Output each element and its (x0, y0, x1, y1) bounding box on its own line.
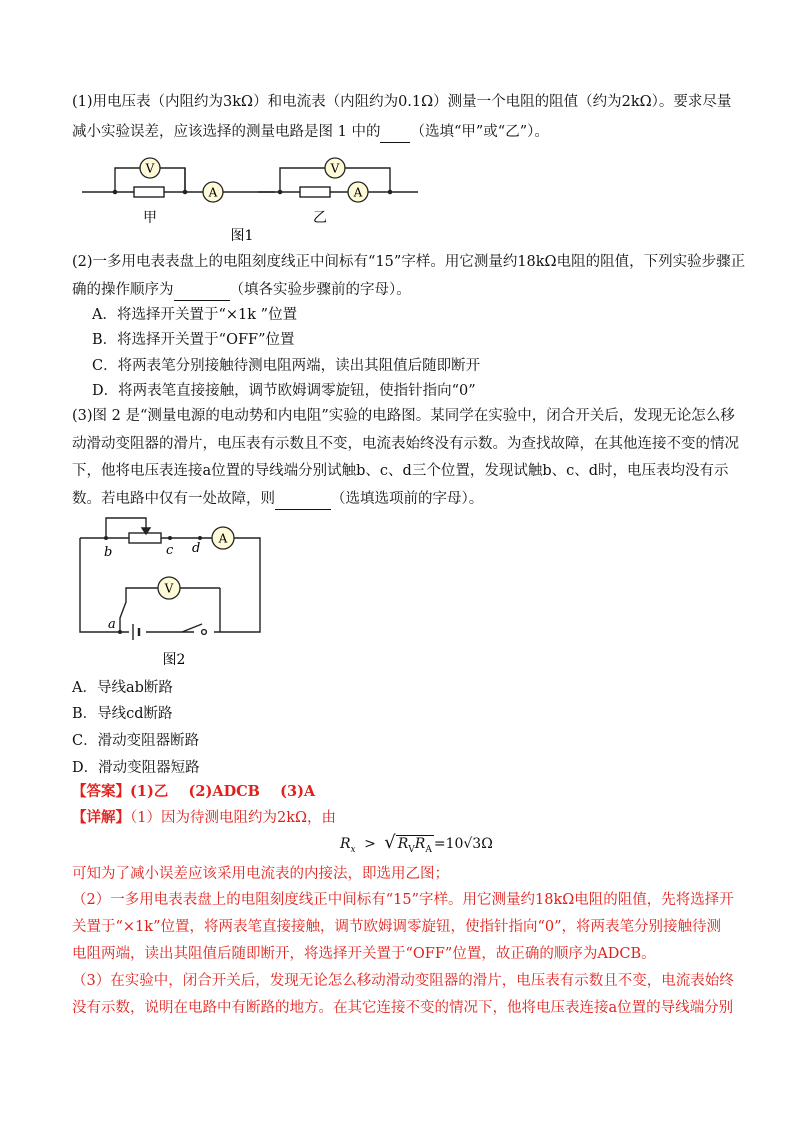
q3-line4-suffix: （选填选项前的字母）。 (331, 491, 484, 507)
fig2-node-c (168, 536, 172, 540)
q2-option-d: D．将两表笔直接接触，调节欧姆调零旋钮，使指针指向“0” (92, 383, 476, 399)
q3-line4-text: 数。若电路中仅有一处故障，则 (72, 491, 275, 507)
explain-line3: （2）一多用电表表盘上的电阻刻度线正中间标有“15”字样。用它测量约18kΩ电阻的阻值，先将选择开 (72, 892, 734, 908)
fig2-label-d: d (192, 541, 201, 556)
fig2-label-a: a (108, 617, 116, 632)
svg-text:A: A (353, 185, 363, 200)
explain-text: （1）因为待测电阻约为2kΩ，由 (130, 810, 337, 826)
fig2-label-b: b (104, 545, 113, 560)
q3-option-b: B．导线cd断路 (72, 706, 173, 722)
explain-line7: 没有示数，说明在电路中有断路的地方。在其它连接不变的情况下，他将电压表连接a位置的导线端分别 (72, 1000, 734, 1016)
q2-line2-text: 确的操作顺序为 (72, 282, 174, 298)
fig2-node-d (198, 536, 202, 540)
q1-line2 (72, 122, 549, 143)
q2-line2-suffix: （填各实验步骤前的字母）。 (229, 282, 411, 298)
fig1-ammeter-yi (348, 182, 368, 202)
fig1-voltmeter-yi (325, 158, 345, 178)
q3-option-d: D．滑动变阻器短路 (72, 760, 200, 776)
q3-option-c: C．滑动变阻器断路 (72, 733, 200, 749)
explain-line4: 关置于“×1k”位置，将两表笔直接接触，调节欧姆调零旋钮，使指针指向“0”，将两表笔分别接触待测 (72, 919, 722, 935)
q3-option-a: A．导线ab断路 (72, 680, 173, 696)
explain-line5: 电阻两端，读出其阻值后随即断开，将选择开关置于“OFF”位置，故正确的顺序为ADCB。 (72, 946, 656, 962)
q3-line3: 下，他将电压表连接a位置的导线端分别试触b、c、d三个位置，发现试触b、c、d时，电压表均没有示 (72, 463, 729, 479)
q1-line1: (1)用电压表（内阻约为3kΩ）和电流表（内阻约为0.1Ω）测量一个电阻的阻值（约为2kΩ）。要求尽量 (72, 94, 732, 110)
fig2-label-c: c (166, 543, 174, 558)
figure-2 (74, 510, 274, 670)
figure-1 (80, 150, 420, 245)
fig1-label-yi: 乙 (313, 210, 327, 226)
explain-line1 (72, 808, 336, 828)
explain-tag: 【详解】 (72, 809, 130, 826)
answer-line (72, 782, 315, 802)
svg-text:A: A (208, 185, 218, 200)
fig1-caption: 图1 (230, 228, 254, 244)
q2-option-a: A．将选择开关置于“×1k ”位置 (92, 307, 298, 323)
q3-line1: (3)图 2 是“测量电源的电动势和内电阻”实验的电路图。某同学在实验中，闭合开关后，发现无论怎么移 (72, 408, 735, 424)
q2-line1: (2)一多用电表表盘上的电阻刻度线正中间标有“15”字样。用它测量约18kΩ电阻的阻值，下列实验步骤正 (72, 254, 746, 270)
fig2-voltmeter (158, 577, 180, 599)
fig1-ammeter-jia (203, 182, 223, 202)
svg-text:V: V (145, 161, 155, 176)
q1-line2-suffix: （选填“甲”或“乙”）。 (410, 124, 549, 140)
q3-line2: 动滑动变阻器的滑片，电压表有示数且不变，电流表始终没有示数。为查找故障，在其他连接不变的情况 (72, 436, 739, 452)
svg-text:V: V (164, 581, 174, 596)
q2-option-b: B．将选择开关置于“OFF”位置 (92, 332, 295, 348)
q3-line4 (72, 489, 483, 510)
q3-answer-blank (275, 489, 331, 510)
explain-formula: $R_x$ > √ $R_VR_A =10√3\Omega$ (340, 832, 493, 855)
answer-text: (1)乙 (2)ADCB (3)A (130, 783, 316, 800)
q2-option-c: C．将两表笔分别接触待测电阻两端，读出其阻值后随即断开 (92, 358, 481, 374)
explain-line2: 可知为了减小误差应该采用电流表的内接法，即选用乙图； (72, 866, 449, 882)
q1-line2-text: 减小实验误差，应该选择的测量电路是图 1 中的 (72, 124, 381, 140)
fig2-node-b (104, 536, 108, 540)
svg-text:V: V (330, 161, 340, 176)
answer-tag: 【答案】 (72, 783, 130, 800)
q1-answer-blank (380, 122, 410, 143)
q2-line2 (72, 280, 411, 301)
fig1-label-jia: 甲 (143, 210, 157, 226)
fig2-node-a (118, 630, 122, 634)
fig2-ammeter (212, 527, 234, 549)
explain-line6: （3）在实验中，闭合开关后，发现无论怎么移动滑动变阻器的滑片，电压表有示数且不变，电流表始终 (72, 973, 734, 989)
svg-text:A: A (218, 531, 228, 546)
fig1-voltmeter-jia (140, 158, 160, 178)
fig2-caption: 图2 (162, 652, 186, 668)
q2-answer-blank (174, 280, 230, 301)
